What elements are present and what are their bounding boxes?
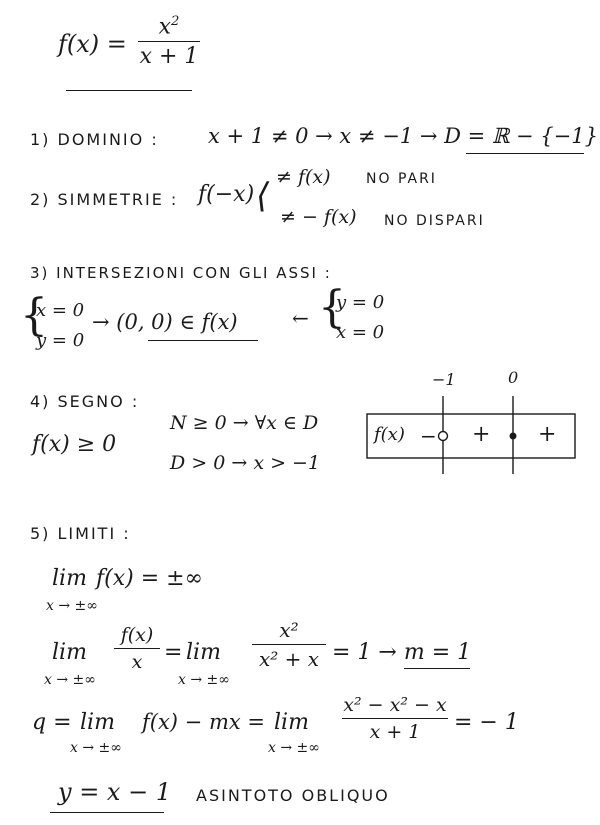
intersection-arrow: ← (292, 306, 309, 330)
sign-open-point (439, 432, 448, 441)
intercept-fraction (342, 694, 448, 743)
symmetry-note-odd: NO DISPARI (384, 213, 485, 229)
sign-label: 4) SEGNO : (30, 392, 140, 411)
symmetry-case-even: ≠ f(x) (276, 166, 331, 188)
intercept-op: lim (80, 710, 115, 735)
sign-denominator: D > 0 → x > −1 (170, 452, 321, 474)
limit1-expr: f(x) = ±∞ (96, 566, 203, 591)
intersection-underline (148, 340, 258, 341)
sign-numerator: N ≥ 0 → ∀x ∈ D (170, 412, 319, 434)
sign-tick-minus-one: −1 (432, 370, 456, 389)
domain-expression: x + 1 ≠ 0 → x ≠ −1 → D = ℝ − {−1} (208, 124, 598, 148)
intercept-fraction-den: x + 1 (369, 721, 421, 743)
header-underline (66, 90, 192, 91)
sign-zero-point (510, 433, 517, 440)
function-fraction (138, 14, 200, 69)
system2-eq2: x = 0 (336, 322, 385, 343)
sign-interval-2: + (472, 422, 491, 447)
sign-table-function: f(x) (374, 424, 405, 445)
limit2-sub2: x → ±∞ (178, 672, 230, 688)
system-brace-left: { (20, 290, 48, 341)
asymptote-equation: y = x − 1 (58, 778, 172, 806)
limit2-tail: = 1 → m = 1 (332, 640, 472, 665)
asymptote-note: ASINTOTO OBLIQUO (196, 786, 390, 805)
limit2-ratio-num: f(x) (120, 624, 154, 646)
limit2-fraction (252, 618, 326, 671)
system2-eq1: y = 0 (336, 292, 385, 313)
sign-interval-3: + (538, 422, 557, 447)
limit2-op2: lim (186, 640, 221, 665)
symmetry-note-even: NO PARI (366, 171, 437, 187)
limits-label: 5) LIMITI : (30, 524, 131, 543)
intercept-lhs: q = (32, 710, 72, 735)
system1-eq1: x = 0 (36, 300, 85, 321)
limit2-op: lim (52, 640, 87, 665)
limit1-op: lim (52, 566, 87, 591)
limit2-eq: = (164, 640, 183, 665)
intercept-fraction-num: x² − x² − x (343, 694, 447, 716)
symmetry-branch: ⟨ (256, 176, 270, 216)
limit2-sub: x → ±∞ (44, 672, 96, 688)
intercept-mid: f(x) − mx = (142, 710, 265, 734)
domain-underline (466, 153, 584, 154)
sign-tick-zero: 0 (508, 368, 519, 387)
symmetry-lhs: f(−x) (198, 182, 255, 207)
function-denominator: x + 1 (139, 44, 199, 70)
limit2-fraction-den: x² + x (258, 647, 320, 671)
function-lhs: f(x) = (58, 30, 127, 58)
sign-condition: f(x) ≥ 0 (32, 432, 117, 457)
symmetry-case-odd: ≠ − f(x) (280, 206, 357, 228)
domain-label: 1) DOMINIO : (30, 130, 159, 149)
symmetry-label: 2) SIMMETRIE : (30, 190, 179, 209)
asymptote-underline (50, 812, 164, 813)
slope-underline (404, 668, 470, 669)
sign-interval-1: − (420, 424, 437, 448)
intersections-label: 3) INTERSEZIONI CON GLI ASSI : (30, 264, 332, 282)
intersection-result: → (0, 0) ∈ f(x) (92, 310, 238, 334)
intercept-sub: x → ±∞ (70, 740, 122, 756)
intercept-tail: = − 1 (454, 710, 519, 735)
limit1-sub: x → ±∞ (46, 598, 98, 614)
intercept-sub2: x → ±∞ (268, 740, 320, 756)
intercept-op2: lim (274, 710, 309, 735)
system1-eq2: y = 0 (36, 330, 85, 351)
function-numerator: $x^2$ (158, 14, 180, 40)
limit2-ratio-den: x (131, 651, 143, 673)
limit2-fraction-num: x² (279, 618, 299, 642)
limit2-ratio (114, 624, 160, 673)
system-brace-right: { (318, 282, 346, 333)
